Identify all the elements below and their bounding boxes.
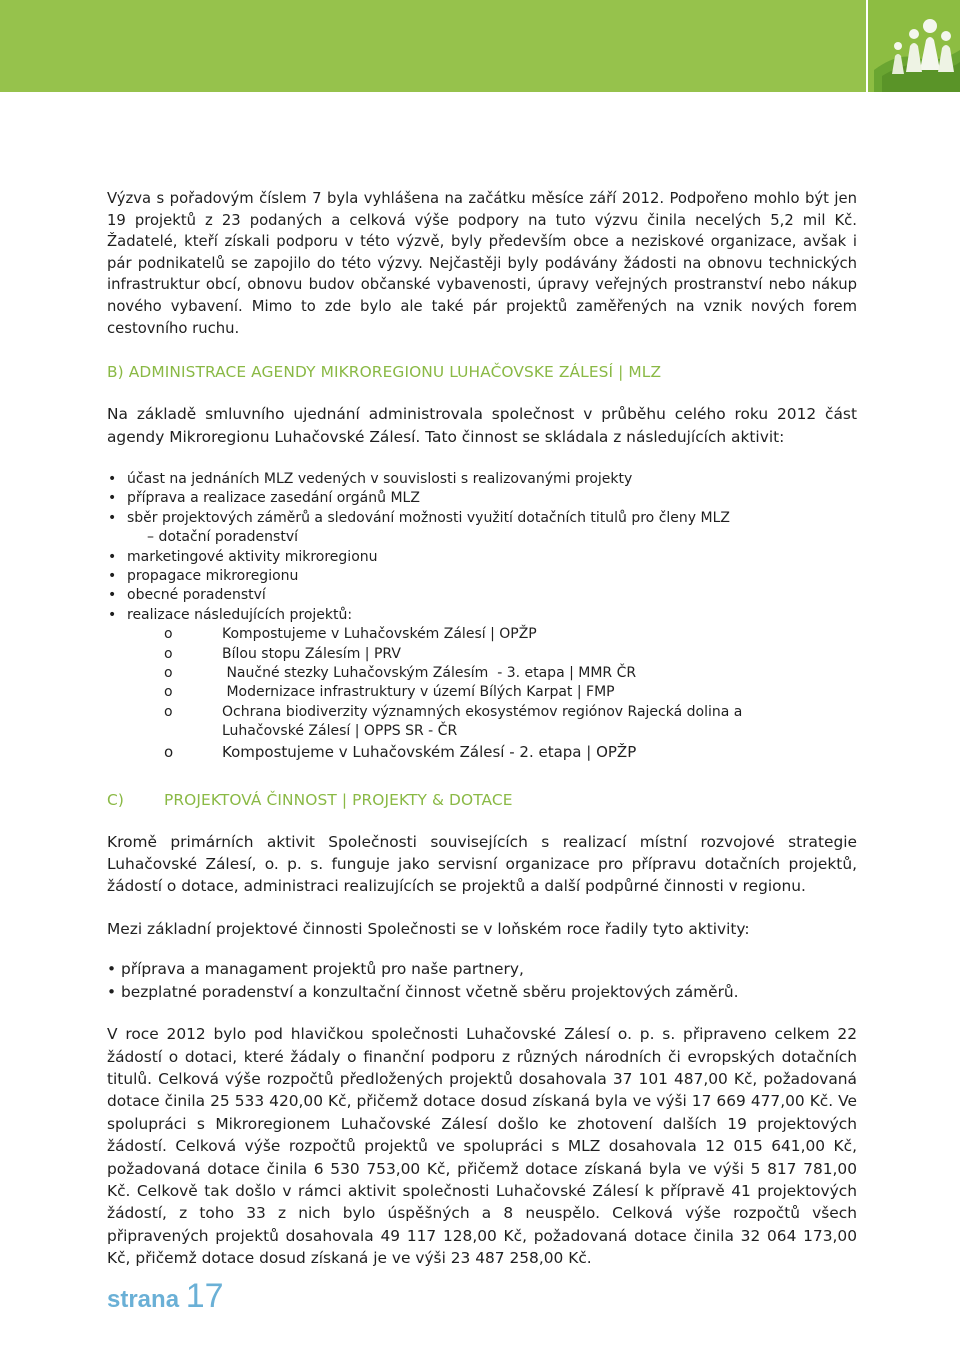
logo-figures-icon xyxy=(868,0,960,92)
section-b-heading: B) ADMINISTRACE AGENDY MIKROREGIONU LUHAČOVSKE ZÁLESÍ | MLZ xyxy=(107,363,662,382)
project-list xyxy=(107,625,857,762)
bullet-continuation: – dotační poradenství xyxy=(147,529,298,546)
section-b-paragraph: Na základě smluvního ujednání administrovala společnost v průběhu celého roku 2012 část agendy Mikroregionu Luhačovské Zálesí. Tato činnost se skládala z následujících aktivit: xyxy=(107,405,857,446)
page-number xyxy=(107,1274,224,1322)
list-item: • příprava a realizace zasedání orgánů MLZ xyxy=(107,489,857,508)
list-item: • marketingové aktivity mikroregionu xyxy=(107,548,857,567)
section-c-paragraph-2: Mezi základní projektové činnosti Společnosti se v loňském roce řadily tyto aktivity: xyxy=(107,919,750,938)
project-item: o Modernizace infrastruktury v území Bílých Karpat | FMP xyxy=(164,684,615,701)
project-item: o Bílou stopu Zálesím | PRV xyxy=(164,645,401,662)
list-item: • příprava a managament projektů pro naše partnery, xyxy=(107,960,524,979)
section-c-letter: C) xyxy=(107,790,124,809)
list-item: • sběr projektových záměrů a sledování možnosti využití dotačních titulů pro členy MLZ – dotační poradenství xyxy=(107,509,857,548)
header-green-bar xyxy=(0,0,866,92)
list-item: • účast na jednáních MLZ vedených v souvislosti s realizovanými projekty xyxy=(107,470,857,489)
list-item: • realizace následujících projektů: xyxy=(107,606,857,625)
section-c-title: PROJEKTOVÁ ČINNOST | PROJEKTY & DOTACE xyxy=(164,790,513,809)
list-item: • obecné poradenství xyxy=(107,586,857,605)
section-b-bullet-list xyxy=(107,470,857,625)
section-c-paragraph-1: Kromě primárních aktivit Společnosti souvisejících s realizací místní rozvojové strategie Luhačovské Zálesí, o. p. s. funguje jako servisní organizace pro přípravu dotačních projektů, žádostí o dotace, administraci realizujících se projektů a další podpůrné činnosti v regionu. xyxy=(107,832,857,896)
project-item: o Ochrana biodiverzity významných ekosystémov regiónov Rajecká dolina a Luhačovské Zálesí | OPPS SR - ČR xyxy=(164,703,743,740)
page-content xyxy=(107,188,857,1270)
section-c-paragraph-3: V roce 2012 bylo pod hlavičkou společnosti Luhačovské Zálesí o. p. s. připraveno celkem 22 žádostí o dotaci, které žádaly o finanční podporu z různých národních či evropských dotačních titulů. Celková výše rozpočtů předložených projektů dosahovala 37 101 487,00 Kč, požadovaná dotace činila 25 533 420,00 Kč, přičemž dotace dosud získaná byla ve výši 17 669 477,00 Kč. Ve spolupráci s Mikroregionem Luhačovské Zálesí došlo ke zhotovení dalších 19 projektových žádostí. Celková výše rozpočtů projektů ve spolupráci s MLZ dosahovala 12 015 641,00 Kč, požadovaná dotace činila 6 530 753,00 Kč, přičemž dotace získaná byla ve výši 5 817 781,00 Kč. Celkově tak došlo v rámci aktivit společnosti Luhačovské Zálesí k přípravě 41 projektových žádostí, z toho 33 z nich bylo úspěšných a 8 neuspělo. Celková výše rozpočtů všech připravených projektů dosahovala 49 117 128,00 Kč, požadovaná dotace činila 32 064 173,00 Kč, přičemž dotace dosud získaná je ve výši 23 487 258,00 Kč. xyxy=(107,1025,857,1268)
intro-paragraph: Výzva s pořadovým číslem 7 byla vyhlášena na začátku měsíce září 2012. Podpořeno mohlo být jen 19 projektů z 23 podaných a celková výše podpory na tuto výzvu činila necelých 5,2 mil Kč. Žadatelé, kteří získali podporu v této výzvě, byly především obce a neziskové organizace, avšak i pár podnikatelů se zapojilo do této výzvy. Nejčastěji byly podávány žádosti na obnovu technických infrastruktur obcí, obnovu budov občanské vybavenosti, úpravy veřejných prostranství nebo nákup nového vybavení. Mimo to zde bylo ale také pár projektů zaměřených na vznik nových forem cestovního ruchu. xyxy=(107,190,857,337)
project-item: o Kompostujeme v Luhačovském Zálesí | OPŽP xyxy=(164,626,537,643)
project-item: o Kompostujeme v Luhačovském Zálesí - 2. etapa | OPŽP xyxy=(164,742,637,761)
list-item: • propagace mikroregionu xyxy=(107,567,857,586)
list-item: • bezplatné poradenství a konzultační činnost včetně sběru projektových záměrů. xyxy=(107,982,739,1001)
section-c-activity-list xyxy=(107,958,857,1003)
page-label: strana xyxy=(107,1286,180,1313)
project-item: o Naučné stezky Luhačovským Zálesím - 3. etapa | MMR ČR xyxy=(164,665,637,682)
page-number-value: 17 xyxy=(185,1277,224,1315)
section-c-heading xyxy=(107,789,857,811)
